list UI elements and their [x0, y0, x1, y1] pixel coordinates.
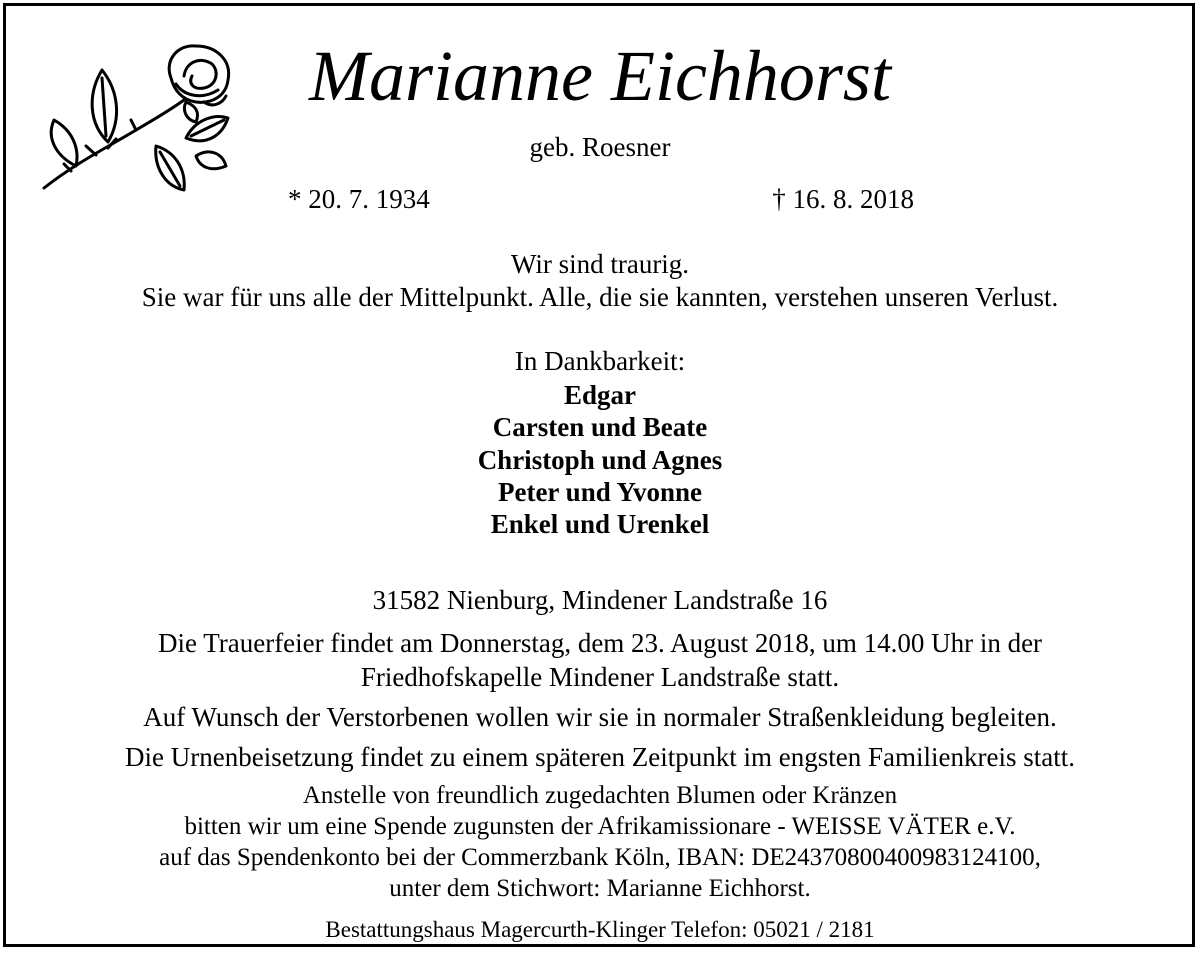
donation-line-3: auf das Spendenkonto bei der Commerzbank Köln, IBAN: DE24370800400983124100,	[159, 844, 1041, 871]
rose-icon	[36, 38, 236, 198]
message-line-2: Sie war für uns alle der Mittelpunkt. Alle, die sie kannten, verstehen unseren Verlust.	[141, 282, 1059, 312]
mourner-name: Peter und Yvonne	[497, 477, 703, 507]
donation-line-4: unter dem Stichwort: Marianne Eichhorst.	[389, 875, 811, 902]
mourner-name: Christoph und Agnes	[477, 445, 723, 475]
mourner-name: Edgar	[563, 380, 636, 410]
funeral-home-footer: Bestattungshaus Magercurth-Klinger Telefon: 05021 / 2181	[325, 917, 875, 942]
death-date: † 16. 8. 2018	[772, 184, 914, 214]
donation-line-1: Anstelle von freundlich zugedachten Blumen oder Kränzen	[302, 782, 898, 809]
birth-date: * 20. 7. 1934	[288, 184, 430, 214]
mourner-name: Carsten und Beate	[492, 412, 708, 442]
gratitude-label: In Dankbarkeit:	[514, 346, 686, 376]
ceremony-line-2: Friedhofskapelle Mindener Landstraße statt.	[360, 662, 840, 692]
ceremony-line-4: Die Urnenbeisetzung findet zu einem späteren Zeitpunkt im engsten Familienkreis statt.	[125, 742, 1075, 772]
message-line-1: Wir sind traurig.	[510, 249, 690, 279]
donation-line-2: bitten wir um eine Spende zugunsten der Afrikamissionare - WEISSE VÄTER e.V.	[184, 813, 1016, 840]
ceremony-line-3: Auf Wunsch der Verstorbenen wollen wir sie in normaler Straßenkleidung begleiten.	[143, 702, 1057, 732]
address: 31582 Nienburg, Mindener Landstraße 16	[372, 585, 828, 615]
birth-name: geb. Roesner	[529, 132, 671, 162]
ceremony-line-1: Die Trauerfeier findet am Donnerstag, dem 23. August 2018, um 14.00 Uhr in der	[157, 628, 1043, 658]
deceased-name: Marianne Eichhorst	[309, 36, 891, 116]
mourner-name: Enkel und Urenkel	[490, 509, 710, 539]
